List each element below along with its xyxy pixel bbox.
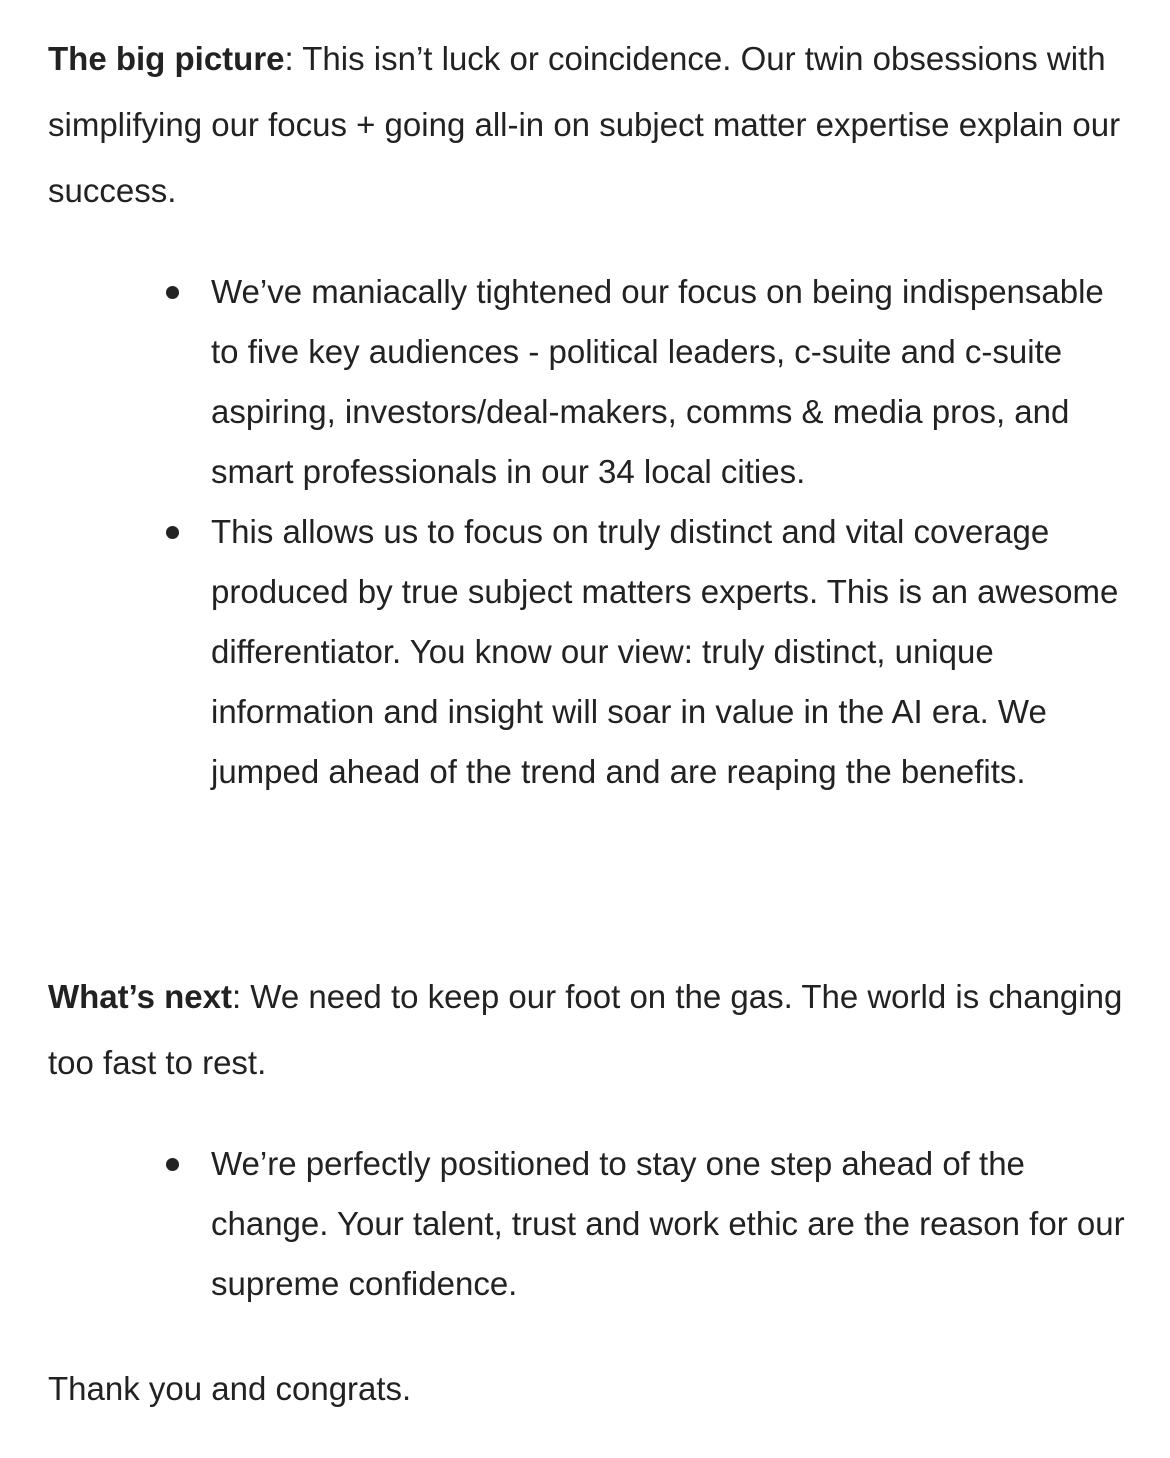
list-item — [0, 1134, 1131, 1314]
list-item-text: This allows us to focus on truly distinct and vital coverage produced by true subject matters experts. This is an awesome differentiator. You know our view: truly distinct, unique information and insight will soar in value in the AI era. We jumped ahead of the trend and are reaping the benefits. — [211, 513, 1119, 790]
list-item-text: We’ve maniacally tightened our focus on being indispensable to five key audiences - political leaders, c-suite and c-suite aspiring, investors/deal-makers, comms & media pros, and smart professionals in our 34 local cities. — [211, 273, 1104, 490]
big-picture-text: : This isn’t luck or coincidence. Our twin obsessions with simplifying our focus + going all-in on subject matter expertise explain our success. — [48, 40, 1121, 209]
list-item — [0, 262, 1131, 502]
big-picture-label: The big picture — [48, 40, 285, 77]
whats-next-label: What’s next — [48, 978, 232, 1015]
list-item-text: We’re perfectly positioned to stay one step ahead of the change. Your talent, trust and work ethic are the reason for our supreme confidence. — [211, 1145, 1125, 1302]
big-picture-bullet-list — [0, 262, 1170, 802]
list-item — [0, 502, 1131, 802]
bullet-icon — [166, 1158, 179, 1171]
bullet-icon — [166, 286, 179, 299]
bullet-icon — [166, 526, 179, 539]
big-picture-paragraph — [48, 26, 1138, 224]
closing-paragraph: Thank you and congrats. — [48, 1370, 412, 1407]
whats-next-bullet-list — [0, 1134, 1170, 1314]
whats-next-text: : We need to keep our foot on the gas. The world is changing too fast to rest. — [48, 978, 1123, 1081]
whats-next-paragraph — [48, 964, 1138, 1096]
